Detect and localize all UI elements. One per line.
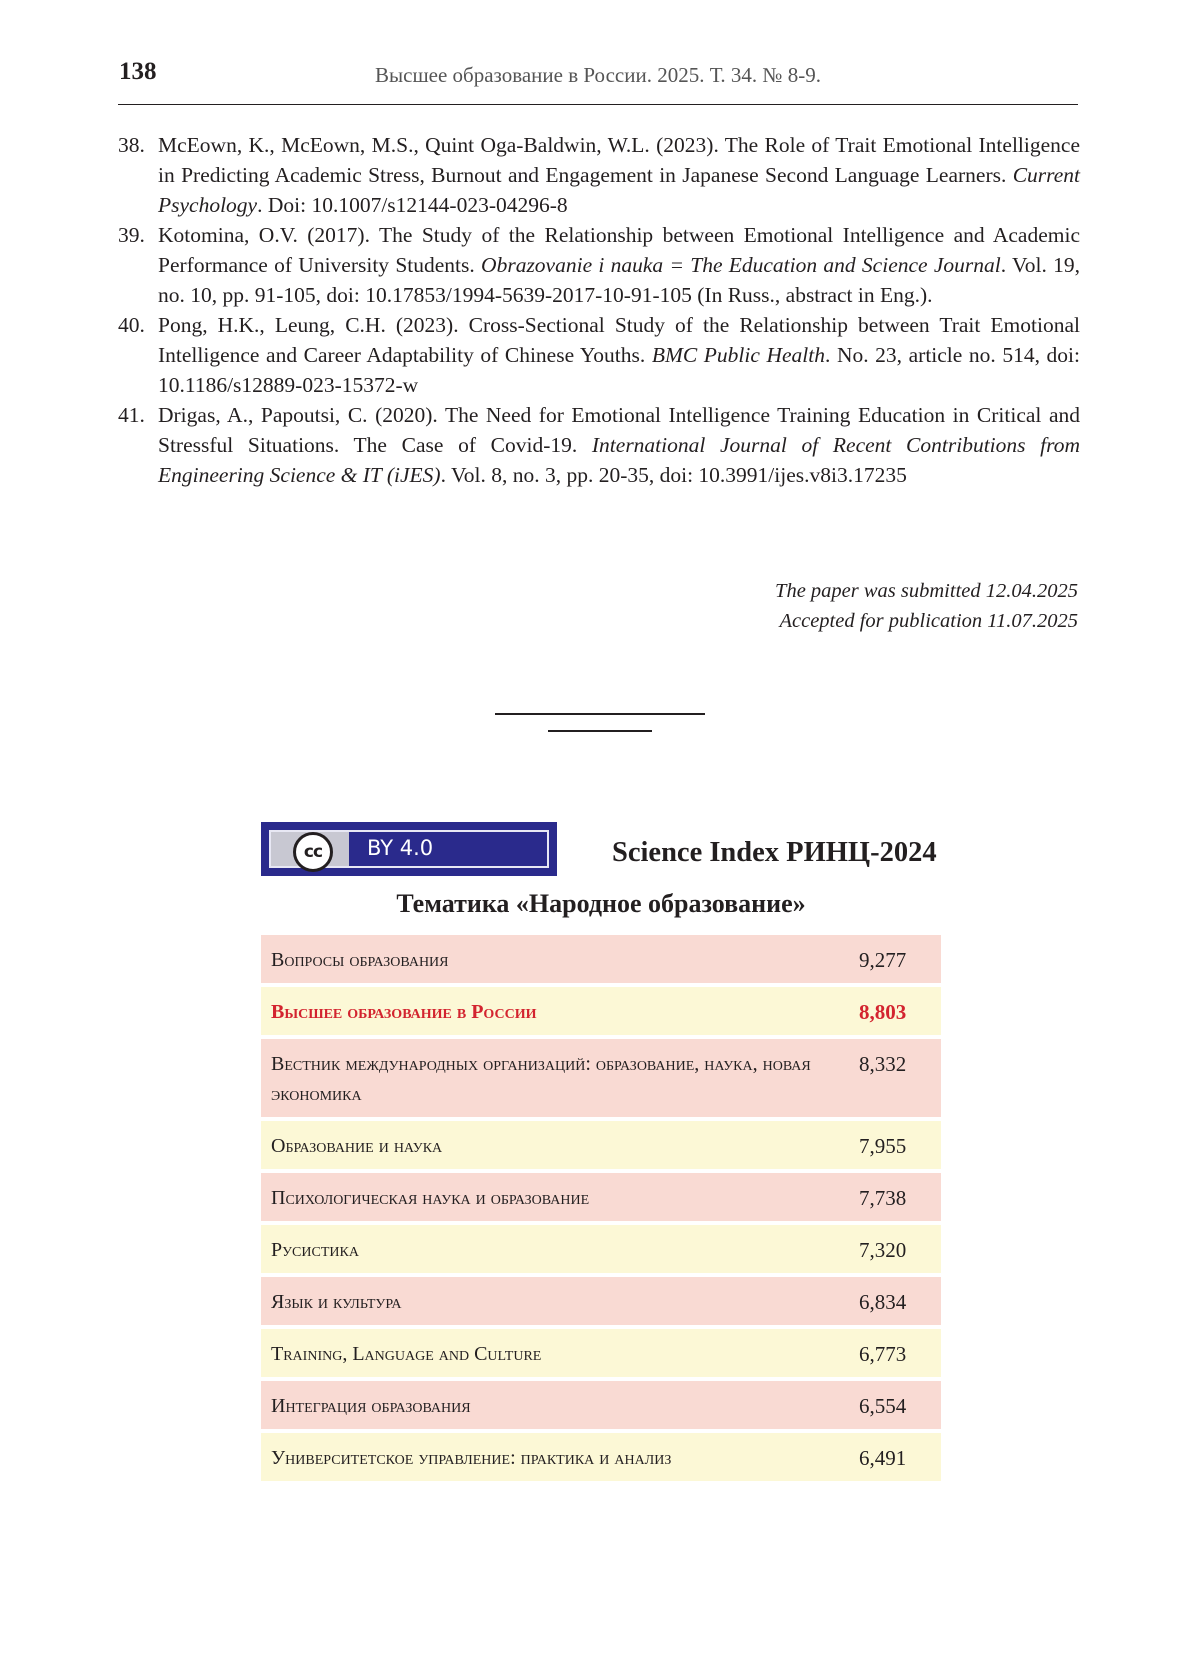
submitted-date: The paper was submitted 12.04.2025: [775, 580, 1078, 602]
header-rule: [118, 104, 1078, 105]
section-divider-short: [548, 730, 652, 732]
reference-source: Obrazovanie i nauka = The Education and Science Journal: [481, 253, 1001, 277]
journal-name: Вопросы образования: [271, 949, 449, 971]
reference-number: 39.: [118, 223, 145, 247]
journal-name: Образование и наука: [271, 1135, 443, 1157]
cc-badge-frame: [269, 830, 549, 868]
reference-text: Kotomina, O.V. (2017). The Study of the Relationship between Emotional Intelligence and Academic Performance of University Students.: [158, 223, 1080, 277]
reference-item: [118, 130, 1080, 220]
index-value: 6,554: [859, 1394, 907, 1418]
journal-name: Язык и культура: [271, 1291, 402, 1313]
index-value: 6,834: [859, 1290, 907, 1314]
accepted-date: Accepted for publication 11.07.2025: [779, 610, 1078, 632]
reference-source: International Journal of Recent Contributions from Engineering Science & IT (iJES): [158, 433, 1080, 487]
journal-name: Training, Language and Culture: [271, 1343, 542, 1365]
reference-number: 38.: [118, 133, 145, 157]
table-row: [261, 1039, 941, 1121]
journal-name: Русистика: [271, 1239, 359, 1261]
reference-list: [118, 130, 1080, 490]
table-row: [261, 1433, 941, 1485]
journal-name: Высшее образование в России: [271, 1001, 537, 1023]
table-row-highlighted: [261, 987, 941, 1039]
index-value: 6,773: [859, 1342, 907, 1366]
reference-item: [118, 220, 1080, 310]
table-row: [261, 1173, 941, 1225]
reference-source: Current Psychology: [158, 163, 1080, 217]
reference-details: . Doi: 10.1007/s12144-023-04296-8: [257, 193, 568, 217]
page-number: 138: [119, 58, 157, 85]
cc-license-badge: [261, 822, 557, 876]
reference-text: Pong, H.K., Leung, C.H. (2023). Cross-Sectional Study of the Relationship between Trait Emotional Intelligence and Career Adaptability of Chinese Youths.: [158, 313, 1080, 367]
journal-ranking-table: [261, 935, 941, 1485]
index-value: 6,491: [859, 1446, 907, 1470]
journal-name: Интеграция образования: [271, 1395, 471, 1417]
journal-name: Университетское управление: практика и анализ: [271, 1447, 672, 1469]
index-value: 7,320: [859, 1238, 907, 1262]
index-value: 8,332: [859, 1052, 907, 1076]
reference-source: BMC Public Health: [651, 343, 825, 367]
section-divider: [495, 713, 705, 715]
reference-text: McEown, K., McEown, M.S., Quint Oga-Baldwin, W.L. (2023). The Role of Trait Emotional Intelligence in Predicting Academic Stress, Burnout and Engagement in Japanese Second Language Learners.: [158, 133, 1080, 187]
journal-name: Психологическая наука и образование: [271, 1187, 590, 1209]
license-version: BY 4.0: [367, 836, 434, 860]
table-row: [261, 1329, 941, 1381]
reference-number: 40.: [118, 313, 145, 337]
reference-item: [118, 400, 1080, 490]
submission-info: [775, 576, 1078, 636]
reference-item: [118, 310, 1080, 400]
science-index-title: Science Index РИНЦ-2024: [612, 837, 937, 868]
reference-number: 41.: [118, 403, 145, 427]
creative-commons-icon: cc: [293, 832, 333, 872]
reference-text: Drigas, A., Papoutsi, C. (2020). The Need for Emotional Intelligence Training Education in Critical and Stressful Situations. The Case of Covid-19.: [158, 403, 1080, 457]
index-value: 7,738: [859, 1186, 907, 1210]
running-title: Высшее образование в России. 2025. Т. 34. № 8-9.: [375, 63, 821, 87]
table-row: [261, 1381, 941, 1433]
index-value: 7,955: [859, 1134, 907, 1158]
topic-title: Тематика «Народное образование»: [396, 889, 806, 918]
index-value: 9,277: [859, 948, 907, 972]
index-value: 8,803: [859, 1000, 907, 1024]
table-row: [261, 935, 941, 987]
table-row: [261, 1121, 941, 1173]
table-row: [261, 1225, 941, 1277]
reference-details: . No. 23, article no. 514, doi: 10.1186/s12889-023-15372-w: [158, 343, 1080, 397]
table-row: [261, 1277, 941, 1329]
journal-name: Вестник международных организаций: образование, наука, новая экономика: [271, 1053, 811, 1105]
reference-details: . Vol. 8, no. 3, pp. 20-35, doi: 10.3991/ijes.v8i3.17235: [440, 463, 907, 487]
reference-details: . Vol. 19, no. 10, pp. 91-105, doi: 10.17853/1994-5639-2017-10-91-105 (In Russ., abstract in Eng.).: [158, 253, 1080, 307]
